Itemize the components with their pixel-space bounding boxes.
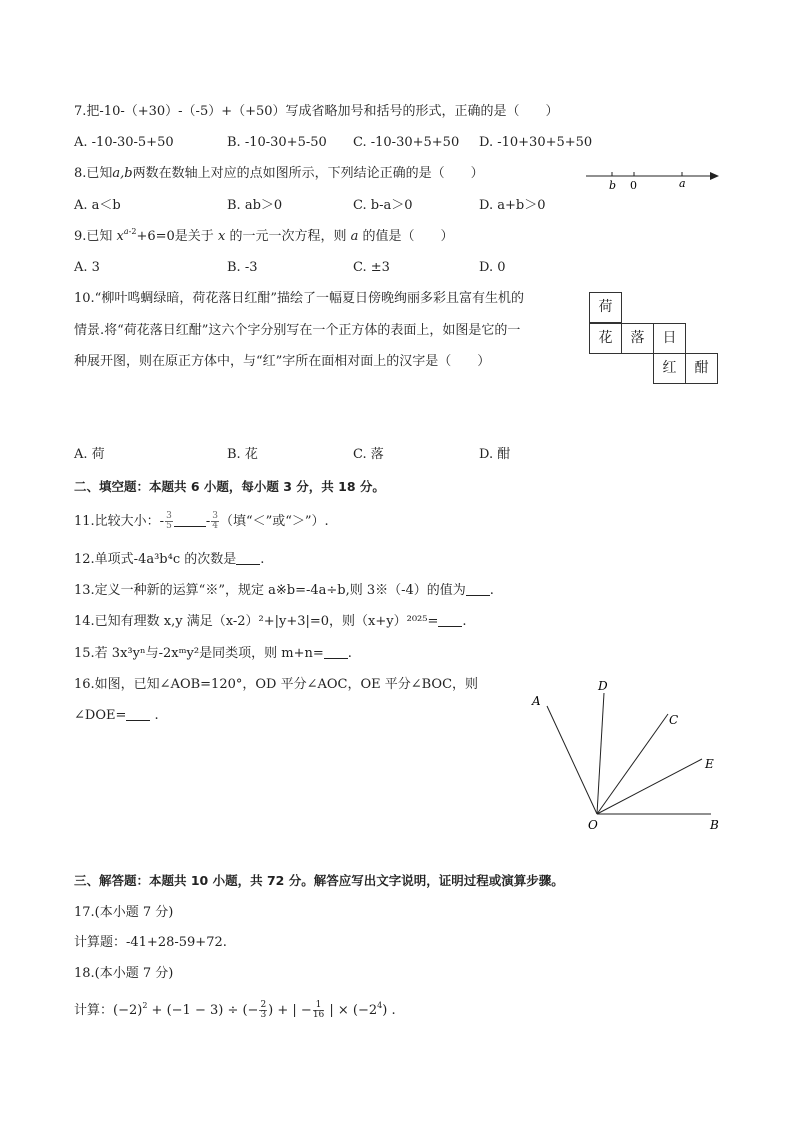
q16-line2	[74, 707, 159, 725]
q7-option-b: B. -10-30+5-50	[227, 135, 327, 150]
net-face-4: 日	[653, 323, 686, 354]
q8-stem	[74, 165, 484, 183]
ray-oe	[597, 759, 702, 814]
number-line-figure	[583, 164, 723, 192]
label-b: b	[609, 179, 617, 192]
q7-stem: 7.把-10-（+30）-（-5）+（+50）写成省略加号和括号的形式，正确的是（ ）	[74, 104, 559, 119]
q9-stem-pre: 9.已知	[74, 229, 113, 244]
q14-pre: 14.已知有理数 x,y 满足（x-2）²+|y+3|=0，则（x+y）²⁰²⁵=	[74, 614, 439, 629]
q11-fraction-1-den: 5	[166, 521, 172, 531]
ray-od	[597, 693, 604, 814]
q9-stem-post: 是关于	[174, 229, 214, 244]
point-b-label: B	[710, 818, 719, 832]
q10-option-d: D. 酣	[479, 447, 511, 462]
point-c-label: C	[669, 713, 679, 727]
q15-answer-blank[interactable]	[324, 646, 348, 659]
point-d-label: D	[598, 679, 608, 693]
q9-option-c: C. ±3	[353, 260, 390, 275]
q9-stem-post2: 的一元一次方程，则	[229, 229, 347, 244]
label-a: a	[679, 177, 686, 190]
q11-post: （填“＜”或“＞”）.	[219, 514, 329, 529]
q18-title: 18.(本小题 7 分)	[74, 966, 174, 981]
q10-option-c: C. 落	[353, 447, 384, 462]
angle-figure	[525, 672, 725, 842]
q13	[74, 582, 494, 600]
q9-option-a: A. 3	[74, 260, 100, 275]
q11-fraction-2	[211, 512, 219, 531]
q16-answer-blank[interactable]	[126, 708, 150, 721]
net-face-5: 红	[653, 353, 686, 384]
q11-answer-blank[interactable]	[174, 514, 206, 527]
q11-pre: 11.比较大小：-	[74, 514, 165, 529]
q8-stem-post: 两数在数轴上对应的点如图所示，下列结论正确的是（ ）	[132, 166, 484, 181]
q11-fraction-2-num: 3	[212, 511, 218, 521]
q14-post: .	[462, 614, 467, 629]
q16-line2-pre: ∠DOE=	[74, 708, 127, 723]
q10-option-b: B. 花	[227, 447, 258, 462]
q7-option-a: A. -10-30-5+50	[74, 135, 174, 150]
ray-oc	[597, 714, 668, 814]
q9-option-d: D. 0	[479, 260, 506, 275]
q17-title: 17.(本小题 7 分)	[74, 905, 174, 920]
q12-post: .	[260, 552, 265, 567]
q13-pre: 13.定义一种新的运算“※”，规定 a※b=-4a÷b,则 3※（-4）的值为	[74, 583, 466, 598]
q15-pre: 15.若 3x³yⁿ与-2xᵐy²是同类项，则 m+n=	[74, 646, 324, 661]
q14	[74, 613, 467, 631]
q18-expression: $(-2)^2 + (-1 - 3)$ ÷ (− $\frac{2}{3}$ ) + | − $\frac{1}{16}$ | × $(-2^4)$ .	[113, 1000, 396, 1020]
q16-line2-post: .	[154, 708, 159, 723]
q12-pre: 12.单项式-4a³b⁴c 的次数是	[74, 552, 237, 567]
number-line-arrow	[710, 172, 719, 180]
q10-line3: 种展开图，则在原正方体中，与“红”字所在面相对面上的汉字是（ ）	[74, 354, 491, 369]
q11-fraction-1	[165, 512, 173, 531]
q8-stem-vars: a,b	[112, 166, 133, 181]
q11	[74, 512, 329, 531]
q13-post: .	[489, 583, 494, 598]
q13-answer-blank[interactable]	[466, 583, 490, 596]
net-face-6: 酣	[685, 353, 718, 384]
q8-option-c: C. b-a＞0	[353, 198, 413, 213]
q18-body	[74, 1001, 396, 1020]
q7-option-d: D. -10+30+5+50	[479, 135, 593, 150]
net-face-2: 花	[589, 323, 622, 354]
q11-fraction-2-den: 4	[212, 521, 218, 531]
q12	[74, 551, 264, 569]
q10-line2: 情景.将“荷花落日红酣”这六个字分别写在一个正方体的表面上，如图是它的一	[74, 323, 521, 338]
q8-option-b: B. ab＞0	[227, 198, 283, 213]
q8-stem-pre: 8.已知	[74, 166, 113, 181]
section-2-heading: 二、填空题：本题共 6 小题，每小题 3 分，共 18 分。	[74, 479, 385, 494]
q9-stem: 9.已知 $x^{a-2}+6=0$是关于 x 的一元一次方程，则 a 的值是（ ）	[74, 227, 454, 244]
q17-body: 计算题：-41+28-59+72.	[74, 935, 227, 950]
q15-post: .	[347, 646, 352, 661]
section-3-heading: 三、解答题：本题共 10 小题，共 72 分。解答应写出文字说明，证明过程或演算步骤。	[74, 873, 564, 888]
q15	[74, 645, 352, 663]
ray-oa	[547, 706, 597, 814]
label-zero: 0	[630, 179, 637, 192]
q11-mid: -	[205, 514, 211, 529]
q14-answer-blank[interactable]	[438, 614, 462, 627]
q18-body-pre: 计算：	[74, 1003, 114, 1018]
q8-option-d: D. a+b＞0	[479, 198, 546, 213]
point-o-label: O	[588, 818, 598, 832]
q10-line1: 10.“柳叶鸣蜩绿暗，荷花落日红酣”描绘了一幅夏日傍晚绚丽多彩且富有生机的	[74, 291, 524, 306]
q10-option-a: A. 荷	[74, 447, 105, 462]
q16-line1: 16.如图，已知∠AOB=120°，OD 平分∠AOC，OE 平分∠BOC，则	[74, 677, 479, 692]
net-face-3: 落	[621, 323, 654, 354]
q12-answer-blank[interactable]	[236, 552, 260, 565]
point-e-label: E	[705, 757, 714, 771]
q8-option-a: A. a＜b	[74, 198, 121, 213]
q7-option-c: C. -10-30+5+50	[353, 135, 460, 150]
q9-option-b: B. -3	[227, 260, 258, 275]
net-face-1: 荷	[589, 292, 622, 323]
q9-stem-post3: 的值是（ ）	[362, 229, 454, 244]
point-a-label: A	[532, 694, 541, 708]
q11-fraction-1-num: 3	[166, 511, 172, 521]
